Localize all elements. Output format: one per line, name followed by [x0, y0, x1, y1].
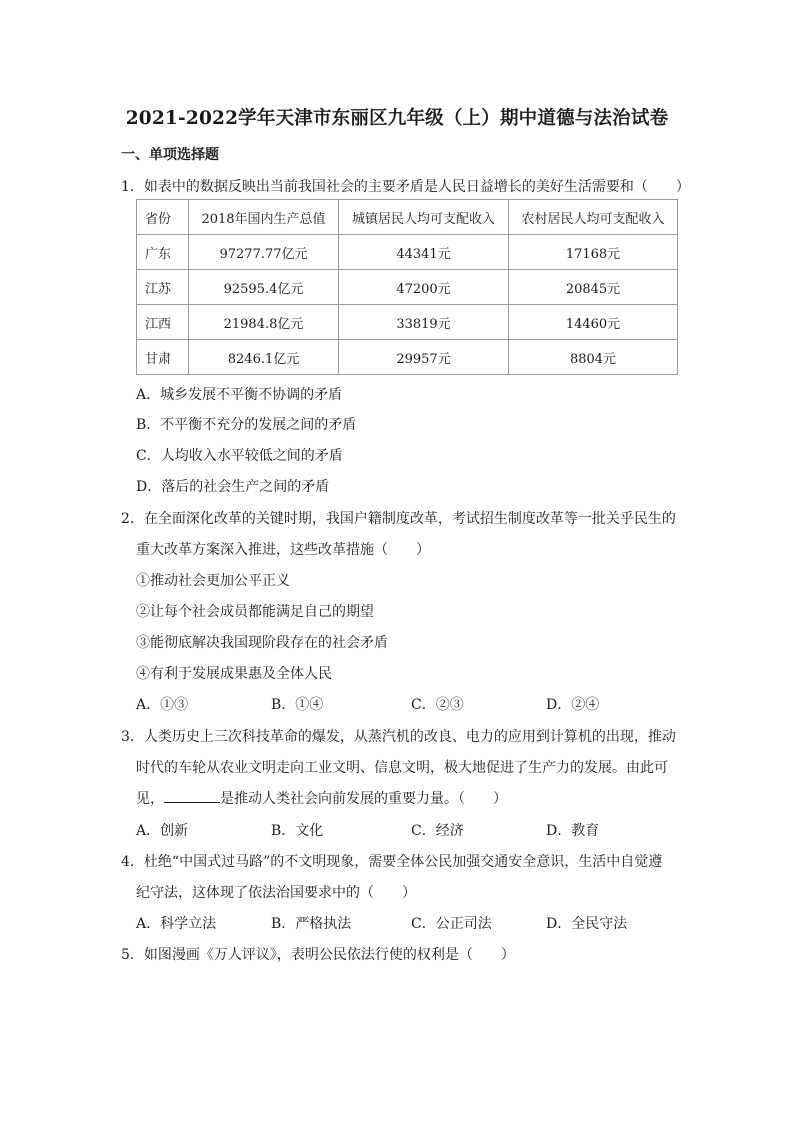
q2-option-b[interactable]: B．①④	[271, 697, 324, 713]
page-title: 2021-2022学年天津市东丽区九年级（上）期中道德与法治试卷	[125, 108, 669, 129]
table-cell: 广东	[137, 235, 189, 270]
q4-option-b[interactable]: B．严格执法	[271, 916, 352, 932]
q3-stem-line-1: 3．人类历史上三次科技革命的爆发，从蒸汽机的改良、电力的应用到计算机的出现，推动	[121, 729, 676, 745]
q3-stem-line-3	[136, 788, 507, 808]
table-cell: 8804元	[509, 340, 678, 375]
q2-stem-line-2: 重大改革方案深入推进，这些改革措施（ ）	[136, 542, 430, 558]
q4-option-a[interactable]: A．科学立法	[136, 916, 217, 932]
table-row	[137, 235, 678, 270]
q2-statement-4: ④有利于发展成果惠及全体人民	[136, 666, 332, 682]
q5-stem: 5．如图漫画《万人评议》，表明公民依法行使的权利是（ ）	[121, 947, 515, 963]
q4-option-c[interactable]: C．公正司法	[411, 916, 492, 932]
q2-option-a[interactable]: A．①③	[136, 697, 189, 713]
table-cell: 33819元	[339, 305, 509, 340]
table-cell: 江苏	[137, 270, 189, 305]
table-row	[137, 270, 678, 305]
q2-stem-line-1: 2．在全面深化改革的关键时期，我国户籍制度改革，考试招生制度改革等一批关乎民生的	[121, 511, 676, 527]
table-cell: 92595.4亿元	[189, 270, 339, 305]
table-header-cell: 省份	[137, 200, 189, 235]
table-cell: 29957元	[339, 340, 509, 375]
q2-option-d[interactable]: D．②④	[546, 697, 600, 713]
q1-data-table	[136, 199, 678, 375]
table-cell: 47200元	[339, 270, 509, 305]
q3-option-c[interactable]: C．经济	[411, 823, 464, 839]
table-header-cell: 2018年国内生产总值	[189, 200, 339, 235]
q1-option-d[interactable]: D．落后的社会生产之间的矛盾	[136, 479, 330, 495]
q2-statement-2: ②让每个社会成员都能满足自己的期望	[136, 604, 374, 620]
q3-stem-prefix: 见，	[136, 791, 164, 807]
table-cell: 14460元	[509, 305, 678, 340]
table-cell: 20845元	[509, 270, 678, 305]
table-header-row	[137, 200, 678, 235]
q4-stem-line-2: 纪守法，这体现了依法治国要求中的（ ）	[136, 885, 416, 901]
section-heading: 一、单项选择题	[121, 147, 219, 163]
q2-option-c[interactable]: C．②③	[411, 697, 464, 713]
table-cell: 江西	[137, 305, 189, 340]
q3-option-d[interactable]: D．教育	[546, 823, 600, 839]
table-cell: 44341元	[339, 235, 509, 270]
q1-option-b[interactable]: B．不平衡不充分的发展之间的矛盾	[136, 417, 357, 433]
table-header-cell: 城镇居民人均可支配收入	[339, 200, 509, 235]
table-cell: 97277.77亿元	[189, 235, 339, 270]
q2-statement-3: ③能彻底解决我国现阶段存在的社会矛盾	[136, 635, 388, 651]
table-row	[137, 340, 678, 375]
q3-stem-suffix: 是推动人类社会向前发展的重要力量。（ ）	[220, 791, 507, 807]
q4-option-d[interactable]: D．全民守法	[546, 916, 628, 932]
table-header-cell: 农村居民人均可支配收入	[509, 200, 678, 235]
table-cell: 17168元	[509, 235, 678, 270]
table-row	[137, 305, 678, 340]
q4-stem-line-1: 4．杜绝“中国式过马路”的不文明现象，需要全体公民加强交通安全意识，生活中自觉遵	[121, 854, 663, 870]
q2-statement-1: ①推动社会更加公平正义	[136, 573, 290, 589]
q3-option-a[interactable]: A．创新	[136, 823, 189, 839]
q3-option-b[interactable]: B．文化	[271, 823, 324, 839]
q1-option-c[interactable]: C．人均收入水平较低之间的矛盾	[136, 448, 343, 464]
q1-stem: 1．如表中的数据反映出当前我国社会的主要矛盾是人民日益增长的美好生活需要和（ ）	[121, 179, 690, 195]
fill-in-blank	[164, 788, 220, 803]
q3-stem-line-2: 时代的车轮从农业文明走向工业文明、信息文明，极大地促进了生产力的发展。由此可	[136, 760, 668, 776]
table-cell: 甘肃	[137, 340, 189, 375]
table-cell: 8246.1亿元	[189, 340, 339, 375]
q1-option-a[interactable]: A．城乡发展不平衡不协调的矛盾	[136, 387, 343, 403]
table-cell: 21984.8亿元	[189, 305, 339, 340]
